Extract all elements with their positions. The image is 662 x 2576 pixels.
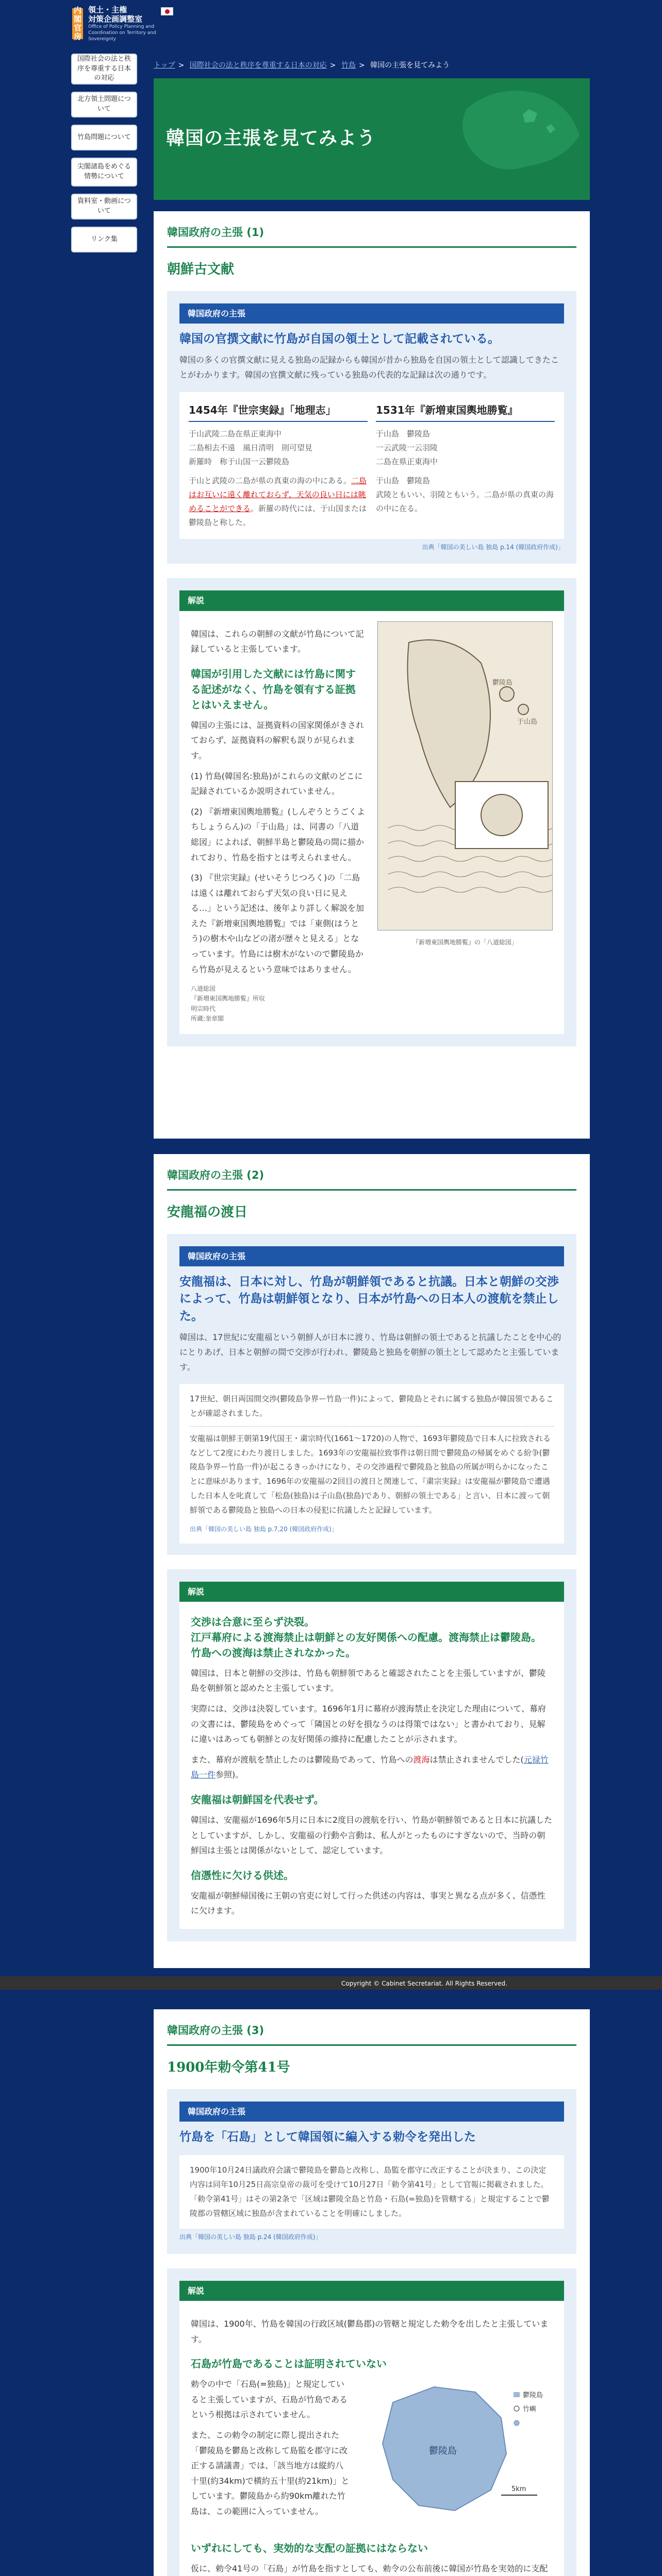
- explanation-heading: いずれにしても、実効的な支配の証拠にはならない: [191, 2542, 428, 2555]
- explanation-paragraph: 実際には、交渉は決裂しています。1696年1月に幕府が渡海禁止を決定した理由について、幕府の文書には、鬱陵島をめぐって「隣国との好を損なうのは得策ではない」と書かれており、見解に違いはあっても朝鮮との友好関係の維持に配慮したことが示されます。: [191, 1704, 546, 1744]
- claim-section-2: [154, 1154, 590, 1968]
- card-desc-post: 武陵ともいい、羽陵ともいう。二島が県の真東の海の中に在る。: [376, 490, 554, 513]
- card-desc-pre: 于山島 鬱陵島: [376, 476, 431, 485]
- explanation-paragraph: 勅令の中で「石島(=独島)」と規定していると主張していますが、石島が竹島であるという根拠は示されていません。: [191, 2379, 348, 2420]
- card-translation: [376, 474, 555, 516]
- explanation-heading: 韓国が引用した文献には竹島に関する記述がなく、竹島を領有する証拠とはいえません。: [191, 667, 356, 711]
- caption-line: 八道総図: [191, 985, 216, 993]
- explanation-box: [167, 578, 576, 1046]
- card-original-text: [189, 427, 368, 469]
- ulleungdo-map: [362, 2371, 553, 2531]
- claim-text: 韓国は、17世紀に安龍福という朝鮮人が日本に渡り、竹島は朝鮮の領土であると抗議したことを中心的にとりあげ、日本と朝鮮の間で交渉が行われ、鬱陵島と独島を朝鮮の領土として認めたと主張しています。: [179, 1332, 561, 1372]
- sidenav-item-links[interactable]: リンク集: [71, 227, 137, 252]
- logo-subtitle: Office of Policy Planning and Coordination on Territory and Sovereignty: [88, 24, 156, 42]
- legend-swatch-jukdo: [514, 2406, 519, 2411]
- logo-name-line-1: 領土・主権: [88, 5, 127, 14]
- sidenav-item-takeshima[interactable]: 竹島問題について: [71, 125, 137, 150]
- card-line: 于山島 鬱陵島: [376, 429, 431, 438]
- explanation-text: [191, 621, 365, 1024]
- map-label-usando: 于山島: [517, 718, 538, 726]
- sidenav-item-northern-territories[interactable]: 北方領土問題について: [71, 92, 137, 117]
- section-label: 韓国政府の主張 (3): [167, 2022, 576, 2046]
- explanation-box: [167, 2268, 576, 2576]
- map-column: [377, 621, 553, 1024]
- explanation-item: (2) 『新増東国輿地勝覧』(しんぞうとうごくよちしょうらん)の「于山島」は、同書の「八道総図」によれば、朝鮮半島と鬱陵島の間に描かれており、竹島を指すとは考えられません。: [191, 806, 365, 862]
- section-label: 韓国政府の主張 (1): [167, 224, 576, 248]
- card-line: 二島在県正東海中: [376, 457, 438, 466]
- breadcrumb-separator: >: [329, 61, 336, 70]
- claim-box: [167, 291, 576, 564]
- section-title: 1900年勅令第41号: [167, 2059, 290, 2075]
- map-caption: [191, 984, 365, 1024]
- explanation-paragraph: また、この勅令の制定に際し提出された「鬱陵島を鬱島と改称して島監を郡守に改正する請議書」では、「該当地方は縦約八十里(約34km)で横約五十里(約21km)」としています。鬱陵島から約90km離れた竹島は、この範囲に入っていません。: [191, 2430, 350, 2516]
- quote-paragraph: 1900年10月24日議政府会議で鬱陵島を鬱島と改称し、島監を郡守に改正することが決まり、この決定内容は同年10月25日高宗皇帝の裁可を受けて10月27日「勅令第41号」として官報に掲載されました。: [190, 2165, 549, 2190]
- explanation-paragraph: 仮に、勅令41号の「石島」が竹島を指すとしても、勅令の公布前後に韓国が竹島を実効的に支配: [191, 2564, 548, 2574]
- logo-mark-line-2: 官房: [74, 23, 82, 42]
- sidenav-item-senkaku[interactable]: 尖閣諸島をめぐる情勢について: [71, 158, 137, 187]
- explanation-item: (1) 竹島(韓国名:独島)がこれらの文献のどこに記録されているか説明されていません。: [191, 771, 363, 796]
- breadcrumb-current: 韓国の主張を見てみよう: [370, 61, 450, 70]
- card-title: 1454年『世宗実録』「地理志」: [189, 401, 368, 422]
- breadcrumb-link-international[interactable]: 国際社会の法と秩序を尊重する日本の対応: [189, 61, 327, 70]
- map-label-ulleungdo: 鬱陵島: [492, 679, 513, 687]
- old-korean-map-image: [377, 621, 553, 930]
- side-navigation: [71, 54, 137, 260]
- claim-box: [167, 1234, 576, 1555]
- card-line: 二島相去不遠 風日清明 則可望見: [189, 443, 313, 452]
- claim-section-3: [154, 2009, 590, 2576]
- explanation-tag: 解説: [179, 590, 564, 611]
- breadcrumb-link-takeshima[interactable]: 竹島: [341, 61, 356, 70]
- document-cards: [179, 392, 564, 539]
- explanation-tag: 解説: [179, 2281, 564, 2301]
- section-label: 韓国政府の主張 (2): [167, 1166, 576, 1191]
- quote-paragraph: 「勅令第41号」はその第2条で「区域は鬱陵全島と竹島・石島(=独島)を管轄する」と規定することで鬱陵郡の管轄区域に独島が含まれていることを明確にしました。: [190, 2194, 550, 2218]
- quoted-claim: [179, 1384, 564, 1543]
- explanation-heading: 安龍福は朝鮮国を代表せず。: [191, 1793, 324, 1806]
- card-original-text: [376, 427, 555, 469]
- page-title: 韓国の主張を見てみよう: [166, 128, 376, 149]
- quote-paragraph: 17世紀、朝日両国間交渉(鬱陵島争界ー竹島一件)によって、鬱陵島とそれに属する独島が韓国領であることが確認されました。: [190, 1394, 554, 1418]
- explanation-paragraph: 韓国は、安龍福が1696年5月に日本に2度目の渡航を行い、竹島が朝鮮領であると日本に抗議したとしていますが、しかし、安龍福の行動や言動は、私人がとったものにすぎないので、当時の朝鮮国は主張とは関係がないとして、認定しています。: [191, 1815, 553, 1856]
- claim-tag: 韓国政府の主張: [179, 1246, 564, 1266]
- card-title: 1531年『新増東国輿地勝覧』: [376, 401, 555, 422]
- explanation-paragraph: [191, 1752, 553, 1783]
- explanation-heading: 交渉は合意に至らず決裂。: [191, 1615, 315, 1628]
- map-scale-label: 5km: [511, 2485, 526, 2494]
- card-line: 于山武陵二島在県正東海中: [189, 429, 282, 438]
- document-card-sejong: [189, 401, 368, 530]
- explanation-tag: 解説: [179, 1582, 564, 1602]
- card-translation: [189, 474, 368, 530]
- cabinet-logo-mark: [72, 5, 83, 42]
- card-line: 一云武陵一云羽陵: [376, 443, 438, 452]
- explanation-box: [167, 1569, 576, 1941]
- card-desc-post: 。新羅の時代には、于山国または鬱陵島と称した。: [189, 504, 367, 527]
- logo-name-line-2: 対策企画調整室: [88, 14, 143, 24]
- quote-paragraph: 安龍福は朝鮮王朝第19代国王・粛宗時代(1661〜1720)の人物で、1693年鬱陵島で日本人に拉致されるなどして2度にわたり渡日しました。1693年の安龍福拉致事件は朝日間で鬱陵島の帰属をめぐる紛争(鬱陵島争界ー竹島一件)が起こるきっかけになり、その交渉過程で鬱陵島と独島の所属が明らかになったことに意味があります。1696年の安龍福の2回目の渡日と関連して、『粛宗実録』は安龍福が鬱陵島で遭遇した日本人を叱責して「松島(独島)は子山島(独島)であり、朝鮮の領土である」と言い、日本に渡って朝鮮領である鬱陵島と独島への日本の侵犯に抗議したと記録しています。: [190, 1433, 551, 1515]
- explanation-paragraph: 安龍福が朝鮮帰国後に王朝の官吏に対して行った供述の内容は、事実と異なる点が多く、信憑性に欠けます。: [191, 1890, 545, 1916]
- text-span: は禁止されませんでした(: [429, 1754, 524, 1765]
- claim-heading: 韓国の官撰文献に竹島が自国の領土として記載されている。: [179, 332, 500, 346]
- explanation-body: [179, 1602, 564, 1929]
- footer-copyright: Copyright © Cabinet Secretariat. All Rights Reserved.: [0, 1976, 662, 1990]
- claim-heading: 安龍福は、日本に対し、竹島が朝鮮領であると抗議。日本と朝鮮の交渉によって、竹島は朝鮮領となり、日本が竹島への日本人の渡航を禁止した。: [179, 1275, 559, 1323]
- source-note: 出典「韓国の美しい島 独島 p.24 (韓国政府作成)」: [179, 2233, 322, 2241]
- text-span-red: 渡海: [413, 1754, 430, 1765]
- sidenav-item-international-law[interactable]: 国際社会の法と秩序を尊重する日本の対応: [71, 54, 137, 84]
- breadcrumb: [154, 60, 450, 72]
- section-title: 安龍福の渡日: [167, 1204, 248, 1220]
- caption-line: 明宗時代: [191, 1005, 216, 1012]
- hero-banner: [154, 78, 590, 200]
- japan-flag-icon: [161, 7, 173, 15]
- explanation-body: [179, 2301, 564, 2576]
- section-title: 朝鮮古文献: [167, 261, 235, 277]
- explanation-paragraph: 韓国の主張には、証拠資料の国家関係がきされておらず、証拠資料の解釈も誤りが見られます。: [191, 720, 365, 760]
- card-line: 新羅時 称于山国一云鬱陵島: [189, 457, 290, 466]
- claim-section-1: [154, 211, 590, 1139]
- card-desc-pre: 于山と武陵の二島が県の真東の海の中にある。: [189, 476, 352, 485]
- quoted-claim: [179, 2155, 564, 2229]
- text-span: また、幕府が渡航を禁止したのは鬱陵島であって、竹島への: [191, 1754, 413, 1765]
- claim-text: 韓国の多くの官撰文献に見える独島の記録からも韓国が昔から独島を自国の領土として認識してきたことがわかります。韓国の官撰文献に残っている独島の代表的な記録は次の通りです。: [179, 355, 559, 380]
- explanation-item: (3) 『世宗実録』(せいそうじつろく)の「二島は遠くは離れておらず天気の良い日に見える…」という記述は、後年より詳しく解説を加えた『新増東国輿地勝覧』では「東側(はうとう)の樹木や山などの渚が歴々と見える」となっています。竹島には樹木がないので鬱陵島から竹島が見えるという意味ではありません。: [191, 873, 365, 974]
- breadcrumb-separator: >: [178, 61, 185, 70]
- explanation-body: [179, 611, 564, 1034]
- claim-heading: 竹島を「石島」として韓国領に編入する勅令を発出した: [179, 2130, 476, 2144]
- legend-swatch-ulleungdo: [514, 2392, 520, 2397]
- logo-mark-line-1: 内閣: [74, 5, 82, 24]
- source-note: 出典「韓国の美しい島 独島 p.14 (韓国政府作成)」: [422, 544, 564, 551]
- legend-jukdo: 竹嶼: [523, 2405, 537, 2414]
- map-island-label: 鬱陵島: [429, 2446, 457, 2457]
- caption-line: 『新増東国輿地勝覧』所収: [191, 995, 266, 1003]
- text-span: 参照)。: [216, 1770, 244, 1780]
- explanation-paragraph: 韓国は、日本と朝鮮の交渉は、竹島も朝鮮領であると確認されたことを主張していますが、鬱陵島を朝鮮領と認めたと主張しています。: [191, 1668, 546, 1693]
- source-note: 出典「韓国の美しい島 独島 p.7,20 (韓国政府作成)」: [190, 1526, 338, 1533]
- document-card-yeoji: [376, 401, 555, 530]
- claim-box: [167, 2089, 576, 2254]
- claim-tag: 韓国政府の主張: [179, 2102, 564, 2122]
- jukdo-islet: [514, 2420, 519, 2426]
- explanation-text: [191, 2371, 350, 2531]
- breadcrumb-separator: >: [358, 61, 365, 70]
- explanation-heading: 信憑性に欠ける供述。: [191, 1869, 294, 1882]
- explanation-with-map: [191, 2371, 553, 2531]
- breadcrumb-link-top[interactable]: トップ: [154, 61, 175, 70]
- genroku-link[interactable]: 元禄竹島一件: [191, 1754, 549, 1780]
- site-logo[interactable]: [72, 7, 175, 40]
- card-desc-underlined: 二島はお互いに遠く離れておらず、天気の良い日には眺めることができる: [189, 476, 367, 513]
- explanation-heading: 石島が竹島であることは証明されていない: [191, 2358, 387, 2370]
- explanation-intro: 韓国は、1900年、竹島を韓国の行政区域(鬱島郡)の管轄と規定した勅令を出したと主張しています。: [191, 2318, 549, 2344]
- sidenav-item-materials[interactable]: 資料室・動画について: [71, 194, 137, 219]
- explanation-intro: 韓国は、これらの朝鮮の文献が竹島について記録していると主張しています。: [191, 629, 364, 654]
- claim-tag: 韓国政府の主張: [179, 303, 564, 324]
- explanation-heading: 江戸幕府による渡海禁止は朝鮮との友好関係への配慮。渡海禁止は鬱陵島。: [191, 1631, 541, 1643]
- legend-ulleungdo: 鬱陵島: [523, 2392, 543, 2400]
- island-silhouette-icon: [435, 78, 590, 200]
- map-note: 『新増東国輿地勝覧』の「八道総図」: [412, 938, 518, 946]
- caption-line: 所蔵:奎章閣: [191, 1014, 224, 1022]
- explanation-heading: 竹島への渡海は禁止されなかった。: [191, 1646, 356, 1659]
- divider: [190, 1426, 554, 1427]
